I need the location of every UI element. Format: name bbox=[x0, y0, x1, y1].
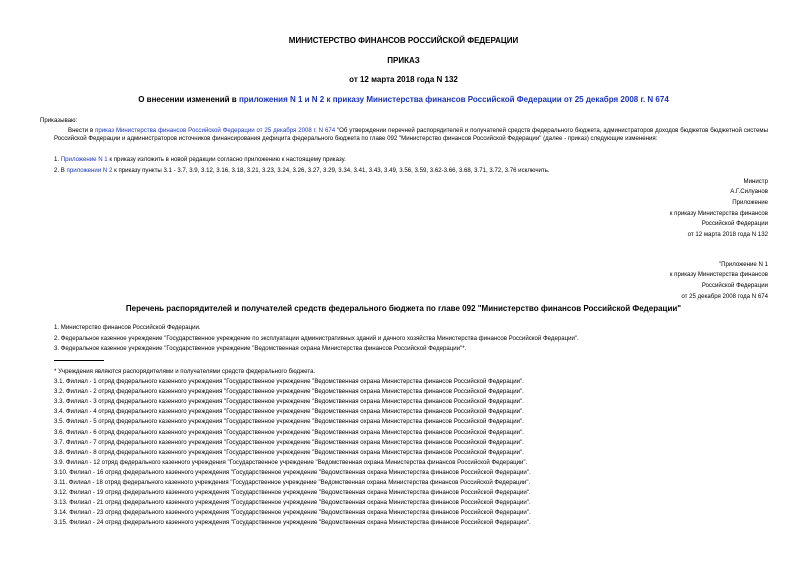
signature-name: А.Г.Силуанов bbox=[730, 188, 768, 195]
branch-item: 3.8. Филиал - 8 отряд федерального казенного учреждения "Государственное учреждение "Ведомственная охрана Министерства финансов Российской Федерации". bbox=[54, 448, 524, 456]
branch-item: 3.14. Филиал - 23 отряд федерального казенного учреждения "Государственное учреждение "Ведомственная охрана Министерства финансов Российской Федерации". bbox=[54, 509, 531, 517]
branch-item: 3.15. Филиал - 24 отряд федерального казенного учреждения "Государственное учреждение "Ведомственная охрана Министерства финансов Российской Федерации". bbox=[54, 519, 531, 527]
branch-item: 3.13. Филиал - 21 отряд федерального казенного учреждения "Государственное учреждение "Ведомственная охрана Министерства финансов Российской Федерации". bbox=[54, 499, 531, 507]
entry-2: 2. Федеральное казенное учреждение "Государственное учреждение по эксплуатации административных зданий и дачного хозяйства Министерства финансов Российской Федерации". bbox=[54, 335, 579, 342]
quoted-appendix-to-order: к приказу Министерства финансов bbox=[669, 271, 768, 278]
branch-item: 3.12. Филиал - 19 отряд федерального казенного учреждения "Государственное учреждение "Ведомственная охрана Министерства финансов Российской Федерации". bbox=[54, 489, 531, 497]
appendix-date: от 12 марта 2018 года N 132 bbox=[687, 231, 768, 238]
ministry-heading: МИНИСТЕРСТВО ФИНАНСОВ РОССИЙСКОЙ ФЕДЕРАЦИИ bbox=[288, 36, 519, 45]
branch-item: 3.1. Филиал - 1 отряд федерального казенного учреждения "Государственное учреждение "Ведомственная охрана Министерства финансов Российской Федерации". bbox=[54, 378, 524, 386]
footnote: * Учреждения являются распорядителями и получателями средств федерального бюджета. bbox=[54, 368, 316, 375]
branch-item: 3.2. Филиал - 2 отряд федерального казенного учреждения "Государственное учреждение "Ведомственная охрана Министерства финансов Российской Федерации". bbox=[54, 388, 524, 396]
item-2-rest: к приказу пункты 3.1 - 3.7, 3.9, 3.12, 3.16, 3.18, 3.21, 3.23, 3.24, 3.26, 3.27, 3.29, 3.34, 3.41, 3.43, 3.49, 3.56, 3.59, 3.62-3.66, 3.68, 3.71, 3.72, 3.76 исключить. bbox=[112, 167, 550, 174]
order-title bbox=[0, 95, 807, 105]
footnote-and-branches bbox=[54, 368, 531, 530]
item-2 bbox=[54, 167, 550, 175]
intro-paragraph bbox=[54, 127, 768, 143]
entry-3: 3. Федеральное казенное учреждение "Государственное учреждение "Ведомственная охрана Министерства финансов Российской Федерации"*. bbox=[54, 345, 467, 352]
list-title: Перечень распорядителей и получателей средств федерального бюджета по главе 092 "Министерство финансов Российской Федерации" bbox=[125, 304, 682, 313]
branch-item: 3.7. Филиал - 7 отряд федерального казенного учреждения "Государственное учреждение "Ведомственная охрана Министерства финансов Российской Федерации". bbox=[54, 438, 524, 446]
order-title-prefix: О внесении изменений в bbox=[138, 95, 239, 104]
appendix-to-order: к приказу Министерства финансов bbox=[669, 210, 768, 217]
item-2-link[interactable]: приложении N 2 bbox=[66, 167, 113, 174]
branch-item: 3.4. Филиал - 4 отряд федерального казенного учреждения "Государственное учреждение "Ведомственная охрана Министерства финансов Российской Федерации". bbox=[54, 408, 524, 416]
intro-prefix: Внести в bbox=[68, 127, 96, 134]
quoted-appendix-date: от 25 декабря 2008 года N 674 bbox=[681, 293, 768, 300]
order-date-number: от 12 марта 2018 года N 132 bbox=[349, 75, 458, 84]
item-1-rest: к приказу изложить в новой редакции согласно приложению к настоящему приказу. bbox=[107, 156, 346, 163]
order-title-link[interactable]: приложения N 1 и N 2 к приказу Министерства финансов Российской Федерации от 25 декабря 2008 г. N 674 bbox=[238, 95, 669, 104]
item-1-prefix: 1. bbox=[54, 156, 61, 163]
entry-1: 1. Министерство финансов Российской Федерации. bbox=[54, 324, 201, 331]
item-1 bbox=[54, 156, 346, 164]
branch-item: 3.9. Филиал - 12 отряд федерального казенного учреждения "Государственное учреждение "Ведомственная охрана Министерства финансов Российской Федерации". bbox=[54, 458, 528, 466]
branch-item: 3.5. Филиал - 5 отряд федерального казенного учреждения "Государственное учреждение "Ведомственная охрана Министерства финансов Российской Федерации". bbox=[54, 418, 524, 426]
branch-item: 3.6. Филиал - 6 отряд федерального казенного учреждения "Государственное учреждение "Ведомственная охрана Министерства финансов Российской Федерации". bbox=[54, 428, 524, 436]
quoted-appendix-label: "Приложение N 1 bbox=[718, 261, 768, 268]
quoted-appendix-country: Российской Федерации bbox=[701, 282, 768, 289]
branch-item: 3.3. Филиал - 3 отряд федерального казенного учреждения "Государственное учреждение "Ведомственная охрана Министерства финансов Российской Федерации". bbox=[54, 398, 524, 406]
item-2-prefix: 2. В bbox=[54, 167, 67, 174]
item-1-link[interactable]: Приложение N 1 bbox=[60, 156, 108, 163]
signature-position: Министр bbox=[743, 178, 768, 185]
branch-item: 3.11. Филиал - 18 отряд федерального казенного учреждения "Государственное учреждение "Ведомственная охрана Министерства финансов Российской Федерации". bbox=[54, 479, 531, 487]
prikazyvayu-label: Приказываю: bbox=[40, 117, 78, 124]
intro-rest: "Об утверждении перечней распорядителей и получателей средств федерального бюджета, администраторов доходов бюджетов бюджетной системы Российской Федерации и администраторов источников финансирования дефицита федерального бюджета по главе 092 "Министерство финансов Российской Федерации" (далее - приказ) следующие изменения: bbox=[54, 127, 768, 142]
footnote-separator bbox=[54, 360, 104, 361]
branch-item: 3.10. Филиал - 16 отряд федерального казенного учреждения "Государственное учреждение "Ведомственная охрана Министерства финансов Российской Федерации". bbox=[54, 468, 531, 476]
appendix-label: Приложение bbox=[732, 199, 768, 206]
doc-type-heading: ПРИКАЗ bbox=[387, 56, 420, 65]
intro-order-link[interactable]: приказ Министерства финансов Российской Федерации от 25 декабря 2008 г. N 674 bbox=[95, 127, 336, 134]
appendix-country: Российской Федерации bbox=[701, 220, 768, 227]
